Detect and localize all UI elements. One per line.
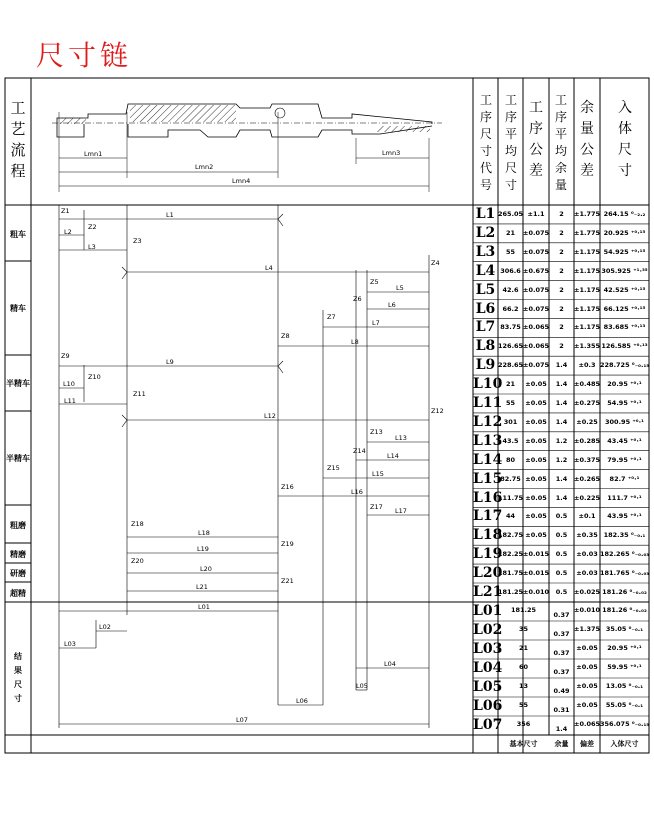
result-allow: 0.37	[553, 630, 570, 638]
chain-label-l06: L06	[296, 697, 308, 705]
row-tol: ±0.075	[523, 304, 550, 313]
row-allow-tol: ±0.265	[574, 474, 601, 483]
row-allow-tol: ±0.285	[574, 436, 601, 445]
chain-label-z3: Z3	[133, 237, 142, 245]
chain-label-z2: Z2	[88, 223, 97, 231]
row-code: L18	[473, 527, 503, 544]
chain-label-z9: Z9	[61, 352, 70, 360]
result-basic: 13	[518, 682, 529, 690]
result-allow: 0.49	[553, 687, 570, 695]
chain-label-l15: L15	[372, 470, 384, 478]
row-code: L15	[473, 470, 503, 487]
row-entry: 182.265 ⁰₋₀.₀₃	[600, 550, 650, 559]
page-title: 尺寸链	[36, 39, 133, 72]
chain-label-l10: L10	[63, 380, 75, 388]
chain-label-l12: L12	[264, 412, 276, 420]
row-allow-tol: ±1.775	[574, 228, 601, 237]
allowance-marks	[122, 214, 283, 427]
result-basic: 181.25	[510, 606, 537, 614]
row-allow: 0.5	[555, 512, 568, 521]
col-header-tol: 工序公差	[529, 100, 543, 179]
row-code: L9	[475, 357, 496, 374]
result-entry: 13.05 ⁰₋₀.₁	[605, 682, 644, 690]
result-tol: ±0.05	[576, 644, 598, 652]
row-code: L6	[475, 300, 496, 317]
row-code: L17	[473, 508, 503, 525]
row-code: L12	[473, 413, 503, 430]
chain-label-z11: Z11	[133, 390, 146, 398]
col-header-avg: 工序平均尺寸	[504, 93, 517, 192]
row-allow-tol: ±1.175	[574, 285, 601, 294]
chain-label-z17: Z17	[370, 503, 383, 511]
chain-label-z18: Z18	[131, 520, 144, 528]
row-allow: 1.4	[555, 474, 568, 483]
row-allow-tol: ±1.175	[574, 304, 601, 313]
result-code: L01	[473, 603, 503, 619]
row-allow: 0.5	[555, 550, 568, 559]
row-allow: 1.4	[555, 361, 568, 370]
row-entry: 42.525 ⁺⁰·¹⁵	[603, 285, 646, 294]
footer-allow: 余量	[554, 740, 569, 748]
row-avg: 42.6	[502, 285, 519, 294]
lmn3-label: Lmn3	[382, 149, 401, 157]
result-tol: ±1.375	[574, 625, 601, 633]
row-allow-tol: ±0.03	[576, 550, 598, 559]
footer-tol: 偏差	[580, 740, 594, 748]
row-allow-tol: ±0.1	[578, 512, 596, 521]
result-entry: 20.95 ⁺⁰·¹	[607, 644, 642, 652]
result-entry: 35.05 ⁰₋₀.₁	[605, 625, 644, 633]
chain-label-l20: L20	[200, 565, 212, 573]
col-header-allow: 工序平均余量	[554, 93, 567, 192]
result-allow: 0.37	[553, 611, 570, 619]
row-tol: ±0.05	[525, 493, 547, 502]
row-avg: 44	[505, 512, 516, 521]
row-avg: 43.5	[502, 436, 519, 445]
row-allow: 1.2	[555, 455, 568, 464]
result-entry: 181.26 ⁰₋₀.₀₂	[602, 606, 647, 614]
chain-label-z20: Z20	[131, 557, 144, 565]
result-entry: 55.05 ⁰₋₀.₁	[605, 701, 644, 709]
row-avg: 82.75	[500, 474, 521, 483]
row-avg: 126.65	[498, 342, 524, 351]
row-entry: 181.26 ⁰₋₀.₀₂	[602, 588, 647, 596]
result-allow: 0.31	[553, 706, 570, 714]
row-entry: 79.95 ⁺⁰·¹	[607, 455, 642, 464]
row-code: L13	[473, 432, 503, 449]
chain-label-l9: L9	[166, 358, 174, 366]
row-allow: 1.4	[555, 380, 568, 389]
row-allow-tol: ±1.175	[574, 266, 601, 275]
chain-label-l14: L14	[387, 452, 399, 460]
row-allow-tol: ±0.485	[574, 380, 601, 389]
chain-label-l18: L18	[198, 529, 210, 537]
chain-label-l6: L6	[388, 301, 396, 309]
chain-label-l8: L8	[351, 338, 359, 346]
row-code: L4	[475, 262, 496, 279]
chain-label-z7: Z7	[327, 313, 336, 321]
row-tol: ±0.065	[523, 342, 550, 351]
chain-label-z8: Z8	[281, 332, 290, 340]
chain-label-l4: L4	[265, 264, 273, 272]
row-avg: 83.75	[500, 323, 521, 332]
row-entry: 126.585 ⁺⁰·¹³	[601, 342, 648, 351]
footer-entry: 入体尺寸	[610, 740, 639, 748]
row-allow-tol: ±0.275	[574, 399, 601, 407]
row-avg: 182.75	[498, 531, 524, 540]
chain-label-l17: L17	[395, 507, 407, 515]
row-avg: 80	[505, 455, 516, 464]
chain-label-z5: Z5	[370, 278, 379, 286]
chain-label-l21: L21	[196, 583, 208, 591]
row-avg: 265.05	[498, 210, 524, 218]
row-avg: 21	[505, 380, 516, 389]
chain-label-l5: L5	[396, 284, 404, 292]
section-semi-finish-2: 半精车	[6, 454, 30, 463]
row-code: L1	[475, 206, 496, 222]
row-tol: ±0.010	[523, 588, 550, 596]
chain-label-l16: L16	[351, 488, 363, 496]
result-tol: ±0.065	[574, 720, 601, 728]
row-code: L5	[475, 281, 496, 298]
section-rough-grinding: 粗磨	[10, 521, 26, 530]
row-entry: 264.15 ⁰₋₂.₂	[603, 210, 646, 218]
chain-label-z19: Z19	[281, 540, 294, 548]
row-entry: 54.95 ⁺⁰·¹	[607, 399, 642, 407]
row-tol: ±0.05	[525, 417, 547, 426]
section-fine-grinding: 精磨	[10, 550, 26, 559]
row-avg: 111.75	[498, 493, 524, 502]
row-entry: 182.35 ⁰₋₀.₁	[603, 531, 646, 540]
row-allow-tol: ±0.35	[576, 531, 598, 540]
result-tol: ±0.010	[574, 606, 601, 614]
row-tol: ±0.075	[523, 247, 550, 256]
row-allow: 1.4	[555, 417, 568, 426]
row-code: L8	[475, 338, 496, 355]
row-entry: 83.685 ⁺⁰·¹³	[603, 323, 646, 332]
result-code: L04	[473, 660, 503, 676]
row-tol: ±0.05	[525, 436, 547, 445]
section-superfinish: 超精	[10, 589, 26, 598]
row-allow: 2	[559, 304, 564, 313]
chain-label-l11: L11	[64, 397, 76, 405]
lmn4-label: Lmn4	[232, 177, 251, 185]
row-entry: 43.95 ⁺⁰·¹	[607, 512, 642, 521]
row-tol: ±0.05	[525, 399, 547, 407]
row-code: L19	[473, 546, 503, 563]
result-basic: 55	[518, 701, 529, 709]
result-tol: ±0.05	[576, 663, 598, 671]
section-result: 结果尺寸	[14, 652, 22, 703]
row-avg: 55	[505, 399, 516, 407]
process-flow-header: 工艺流程	[10, 99, 26, 180]
row-tol: ±0.075	[523, 361, 550, 370]
row-tol: ±0.05	[525, 455, 547, 464]
chain-label-l01: L01	[198, 603, 210, 611]
result-basic: 35	[518, 625, 529, 633]
row-entry: 300.95 ⁺⁰·¹	[605, 417, 644, 426]
row-allow-tol: ±1.775	[574, 210, 601, 218]
row-code: L21	[473, 584, 503, 600]
row-allow: 2	[559, 285, 564, 294]
row-entry: 181.765 ⁰₋₀.₀₃	[600, 569, 650, 578]
result-basic: 21	[518, 644, 529, 652]
row-allow: 2	[559, 323, 564, 332]
lmn1-label: Lmn1	[84, 150, 103, 158]
chain-label-l19: L19	[197, 545, 209, 553]
row-entry: 54.925 ⁺⁰·¹⁵	[603, 247, 646, 256]
row-allow: 1.4	[555, 493, 568, 502]
row-code: L14	[473, 451, 503, 468]
row-allow: 1.4	[555, 399, 568, 407]
chain-label-l13: L13	[395, 434, 407, 442]
row-code: L7	[475, 319, 496, 336]
section-lapping: 研磨	[10, 569, 26, 578]
row-code: L3	[475, 243, 496, 260]
row-allow: 0.5	[555, 588, 568, 596]
row-avg: 181.75	[498, 569, 524, 578]
row-allow: 2	[559, 247, 564, 256]
result-tol: ±0.05	[576, 682, 598, 690]
row-entry: 20.925 ⁺⁰·¹⁵	[603, 228, 646, 237]
chain-label-z4: Z4	[431, 259, 440, 267]
chain-label-l07: L07	[236, 716, 248, 724]
row-code: L20	[473, 565, 503, 582]
row-entry: 111.7 ⁺⁰·¹	[607, 493, 642, 502]
result-code: L07	[473, 717, 503, 733]
section-rough-turning: 粗车	[10, 230, 26, 239]
row-allow-tol: ±0.25	[576, 417, 598, 426]
chain-label-l03: L03	[64, 640, 76, 648]
row-allow-tol: ±1.355	[574, 342, 601, 351]
section-finish-turning: 精车	[10, 304, 26, 313]
row-avg: 301	[503, 417, 518, 426]
row-avg: 21	[505, 228, 516, 237]
row-allow-tol: ±0.225	[574, 493, 601, 502]
row-tol: ±0.05	[525, 512, 547, 521]
result-basic: 60	[518, 663, 529, 671]
chain-label-l04: L04	[384, 660, 396, 668]
chain-label-z21: Z21	[281, 577, 294, 585]
row-tol: ±0.015	[523, 550, 550, 559]
row-allow-tol: ±1.175	[574, 323, 601, 332]
row-tol: ±0.065	[523, 323, 550, 332]
result-code: L06	[473, 698, 503, 714]
chain-label-z12: Z12	[431, 407, 444, 415]
chain-label-l7: L7	[372, 319, 380, 327]
result-entry: 356.075 ⁰₋₀.₁₅	[600, 720, 650, 728]
row-tol: ±1.1	[527, 210, 545, 218]
row-tol: ±0.05	[525, 531, 547, 540]
row-code: L11	[473, 395, 503, 411]
row-allow: 2	[559, 342, 564, 351]
row-allow: 2	[559, 266, 564, 275]
row-allow-tol: ±0.3	[578, 361, 596, 370]
result-tol: ±0.05	[576, 701, 598, 709]
chain-label-z6: Z6	[353, 295, 362, 303]
section-semi-finish-1: 半精车	[6, 379, 30, 388]
chain-label-z13: Z13	[370, 428, 383, 436]
col-header-allow-tol: 余量公差	[580, 100, 594, 179]
chain-label-l2: L2	[64, 228, 72, 236]
row-allow-tol: ±0.375	[574, 455, 601, 464]
row-code: L2	[475, 224, 496, 241]
row-tol: ±0.05	[525, 380, 547, 389]
row-tol: ±0.075	[523, 285, 550, 294]
row-tol: ±0.075	[523, 228, 550, 237]
row-avg: 228.65	[498, 361, 524, 370]
row-allow: 2	[559, 228, 564, 237]
chain-label-l05: L05	[356, 682, 368, 690]
chain-label-z10: Z10	[88, 373, 101, 381]
row-entry: 66.125 ⁺⁰·¹⁵	[603, 304, 646, 313]
row-allow: 1.2	[555, 436, 568, 445]
result-code: L05	[473, 679, 503, 695]
row-avg: 181.25	[498, 588, 524, 596]
chain-label-z14: Z14	[353, 447, 366, 455]
result-basic: 356	[516, 720, 531, 728]
col-header-code: 工序尺寸代号	[479, 93, 492, 192]
result-code: L02	[473, 622, 503, 638]
chain-label-l02: L02	[99, 623, 111, 631]
row-entry: 305.925 ⁺¹·³⁵	[601, 266, 648, 275]
row-allow-tol: ±1.175	[574, 247, 601, 256]
row-tol: ±0.675	[523, 266, 550, 275]
row-allow: 0.5	[555, 531, 568, 540]
row-entry: 20.95 ⁺⁰·¹	[607, 380, 642, 389]
row-entry: 228.725 ⁰₋₀.₁₅	[600, 361, 650, 370]
row-tol: ±0.015	[523, 569, 550, 578]
result-entry: 59.95 ⁺⁰·¹	[607, 663, 642, 671]
row-code: L16	[473, 489, 503, 506]
row-entry: 82.7 ⁺⁰·¹	[609, 474, 640, 483]
chain-label-z16: Z16	[281, 483, 294, 491]
result-code: L03	[473, 641, 503, 657]
row-avg: 66.2	[502, 304, 519, 313]
chain-label-l1: L1	[166, 211, 174, 219]
chain-label-l3: L3	[88, 243, 96, 251]
row-avg: 306.6	[500, 266, 521, 275]
row-avg: 182.25	[498, 550, 524, 559]
col-header-entry: 入体尺寸	[618, 100, 632, 179]
result-allow: 0.37	[553, 668, 570, 676]
row-code: L10	[473, 376, 503, 393]
row-allow: 2	[559, 210, 564, 218]
lmn2-label: Lmn2	[195, 163, 214, 171]
row-tol: ±0.05	[525, 474, 547, 483]
footer-basic: 基本尺寸	[509, 740, 538, 748]
result-allow: 0.37	[553, 649, 570, 657]
row-allow: 0.5	[555, 569, 568, 578]
row-avg: 55	[505, 247, 516, 256]
chain-label-z1: Z1	[61, 207, 70, 215]
row-entry: 43.45 ⁺⁰·¹	[607, 436, 642, 445]
row-allow-tol: ±0.03	[576, 569, 598, 578]
chain-label-z15: Z15	[327, 464, 340, 472]
result-allow: 1.4	[555, 725, 568, 733]
row-allow-tol: ±0.025	[574, 588, 601, 596]
